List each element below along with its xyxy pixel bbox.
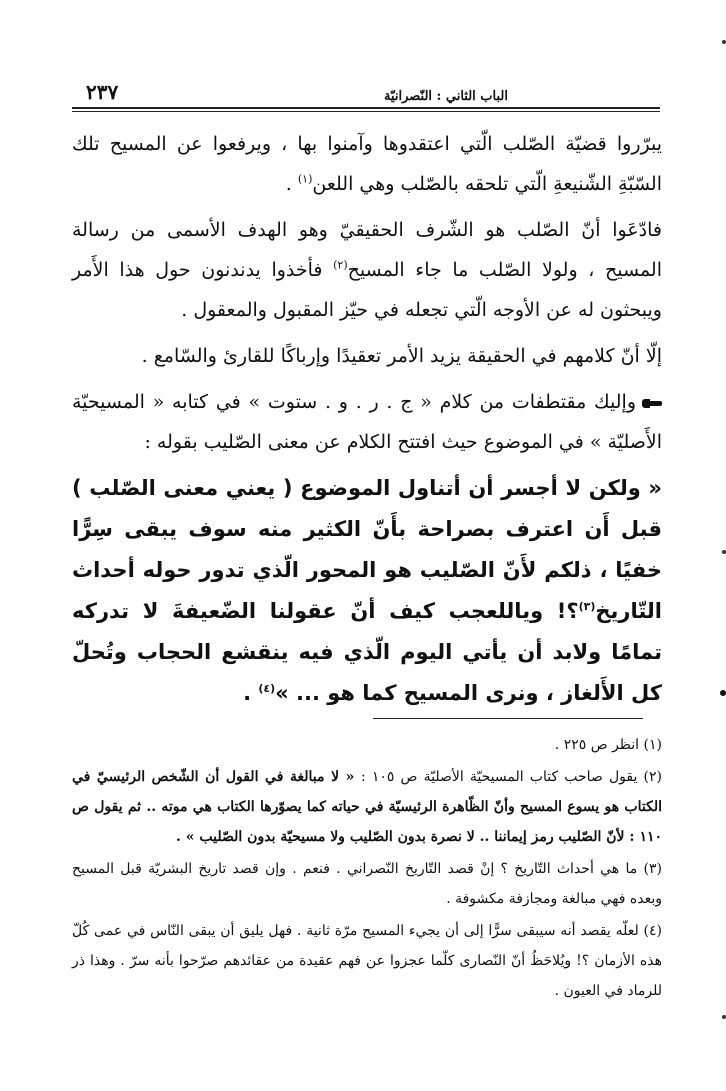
header-rule xyxy=(72,107,660,112)
edge-dot xyxy=(722,550,726,554)
quote-end: . xyxy=(243,681,259,705)
main-text xyxy=(72,124,662,714)
footnote-quote: « لا مبالغة في القول أن الشّخص الرئيسيّ في الكتاب هو يسوع المسيح وأنّ الظّاهرة الرئيسيّة في حياته كما يصوّرها الكتاب هي موته .. ثم يقول ص ١١٠ : لأنّ الصّليب رمز إيماننا .. لا نصرة بدون الصّليب ولا مسيحيّة بدون الصّليب » . xyxy=(72,769,662,845)
footnote-number: (٢) xyxy=(643,769,662,785)
paragraph-2-rest: فأخذوا يدندنون حول هذا الأَمر ويبحثون له عن الأوجه الّتي تجعله في حيّز المقبول والمعقول . xyxy=(72,259,662,321)
footnote-ref-2: (٢) xyxy=(333,258,348,272)
footnote-number: (١) xyxy=(643,737,662,753)
edge-dot xyxy=(722,1015,726,1019)
paragraph-4-text: وإليك مقتطفات من كلام « ج . ر . و . ستوت » في كتابه « المسيحيّة الأَصليّة » في الموضوع حيث افتتح الكلام عن معنى الصّليب بقوله : xyxy=(72,391,662,453)
footnote-2 xyxy=(72,762,662,852)
footnote-separator xyxy=(373,718,643,719)
paragraph-3: إلّا أنّ كلامهم في الحقيقة يزيد الأمر تعقيدًا وإرباكًا للقارئ والسّامع . xyxy=(141,345,662,367)
page-number: ٢٣٧ xyxy=(86,80,119,104)
edge-dot xyxy=(722,40,726,44)
quote-part-2: ؟! وياللعجب كيف أنّ عقولنا الضّعيفةَ لا تدركه تمامًا ولابد أن يأتي اليوم الّذي فيه ينقشع الحجاب وتُحلّ كل الأَلغاز ، ونرى المسيح كما هو ... » xyxy=(72,599,662,705)
footnote-3 xyxy=(72,854,662,914)
footnote-4 xyxy=(72,916,662,1006)
paragraph-1-text: يبرّروا قضيّة الصّلب الّتي اعتقدوها وآمنوا بها ، ويرفعوا عن المسيح تلك السّبّةِ الشّنيعةِ الّتي تلحقه بالصّلب وهي اللعن xyxy=(72,133,662,195)
quote-part-1: « ولكن لا أجسر أن أتناول الموضوع ( يعني معنى الصّلب ) قبل أَن اعترف بصراحة بأَنّ الكثير منه سوف يبقى سِرًّا خفيًا ، ذلكم لأَنّ الصّليب هو المحور الّذي تدور حوله أحداث التّاريخ xyxy=(72,476,662,623)
footnote-number: (٣) xyxy=(643,861,663,877)
footnote-text: انظر ص ٢٢٥ . xyxy=(554,737,640,753)
paragraph-1-end: . xyxy=(285,173,298,195)
page-header xyxy=(72,80,660,106)
pointing-hand-icon xyxy=(642,399,662,408)
running-title: الباب الثاني : النّصرانيّة xyxy=(383,89,508,104)
footnote-number: (٤) xyxy=(643,923,663,939)
footnotes xyxy=(72,730,662,1008)
footnote-text: ما هي أحداث التّاريخ ؟ إنْ قصد التّاريخ النّصراني . فنعم . وإن قصد تاريخ البشريّة قبل المسيح وبعده فهي مبالغة ومجازفة مكشوفة . xyxy=(72,861,662,907)
margin-dot xyxy=(720,690,726,696)
paragraph-2 xyxy=(72,210,662,330)
footnote-ref-4: (٤) xyxy=(258,682,276,695)
footnote-ref-3: (٣) xyxy=(578,600,596,613)
footnote-1 xyxy=(72,730,662,760)
quoted-passage xyxy=(72,468,662,714)
paragraph-2-text: فادّعَوا أنّ الصّلب هو الشّرف الحقيقيّ وهو الهدف الأسمى من رسالة المسيح ، ولولا الصّلب ما جاء المسيح xyxy=(72,219,663,281)
paragraph-4 xyxy=(72,382,662,462)
footnote-text: يقول صاحب كتاب المسيحيّة الأصليّة ص ١٠٥ : xyxy=(360,769,638,785)
footnote-text: لعلّه يقصد أنه سيبقى سرًّا إلى أن يجيء المسيح مرّة ثانية . فهل يليق أن يبقى النّاس في عمى كُلّ هذه الأزمان ؟! ويُلاحَظُ أنّ النّصارى كلّما عجزوا عن فهم عقيدة من عقائدهم صرّحوا بأنه سرّ . وهذا ذر للرماد في العيون . xyxy=(72,923,662,999)
paragraph-1 xyxy=(72,124,662,204)
footnote-ref-1: (١) xyxy=(297,172,313,186)
